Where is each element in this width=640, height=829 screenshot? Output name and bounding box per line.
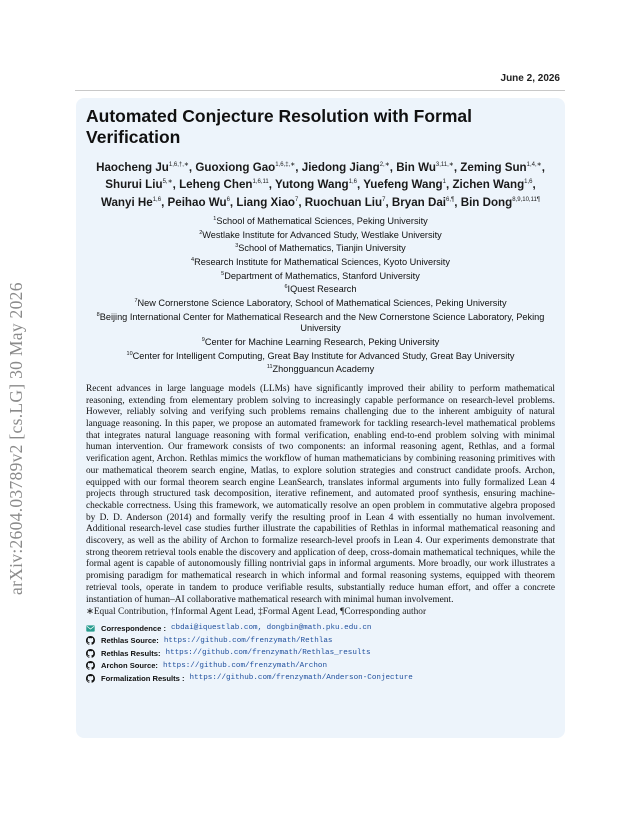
github-icon: [86, 674, 95, 683]
affiliation: [86, 255, 555, 269]
affiliation: [86, 241, 555, 255]
author-affiliation-marker: 8,9,10,11¶: [512, 196, 541, 203]
resource-label: Correspondence :: [101, 623, 166, 633]
author-affiliation-marker: 5,∗: [162, 179, 173, 186]
affiliation-text: IQuest Research: [287, 284, 357, 295]
affiliation-text: Westlake Institute for Advanced Study, Westlake University: [202, 229, 442, 240]
resource-label: Formalization Results :: [101, 673, 185, 683]
affiliation-text: Department of Mathematics, Stanford University: [224, 270, 420, 281]
mail-icon: [86, 624, 95, 633]
header-divider: [75, 90, 565, 91]
author-affiliation-marker: 1,6,†,∗: [168, 162, 189, 168]
email-link[interactable]: cbdai@iquestlab.com, dongbin@math.pku.edu.cn: [170, 624, 372, 633]
author-affiliation-marker: 1,6: [348, 179, 357, 186]
affiliation-number: 5: [221, 270, 225, 277]
github-icon: [86, 661, 95, 670]
affiliation: [86, 362, 555, 376]
github-icon: [86, 649, 95, 658]
resource-label: Rethlas Results:: [101, 648, 161, 658]
affiliation-text: Center for Machine Learning Research, Peking University: [204, 336, 440, 347]
author-affiliation-marker: 1,6,11: [252, 179, 269, 186]
author-name: Bin Dong: [460, 195, 513, 209]
author-affiliation-marker: 1,6,‡,∗: [275, 162, 296, 168]
affiliation-number: 1: [213, 216, 217, 223]
affiliation: [86, 349, 555, 363]
abstract: Recent advances in large language models (LLMs) have significantly improved their ability to perform mathematical reasoning, extending from elementary problem solving to increasingly capable performance on research-level problems. However, reliably solving and verifying such problems remains challenging due to the inherent ambiguity of natural language reasoning. In this paper, we propose an automated framework for tackling research-level mathematical problems that integrates natural language reasoning with formal verification, enabling end-to-end problem solving with minimal human intervention. Our framework consists of two components: an informal reasoning agent, Rethlas, and a formal verification agent, Archon. Rethlas mimics the workflow of human mathematicians by combining reasoning primitives with our mathematical theorem search engine, Matlas, to explore solution strategies and construct candidate proofs. Archon, equipped with our formal theorem search engine LeanSearch, translates informal arguments into fully formalized Lean 4 projects through structured task decomposition, iterative refinement, and automated proof synthesis, ensuring machine-checkable correctness. Using this framework, we automatically resolve an open problem in commutative algebra proposed by D. D. Anderson (2014) and formally verify the resulting proof in Lean 4 with essentially no human involvement. Additional research-level case studies further illustrate the capabilities of Rethlas in informal mathematical reasoning and discovery, as well as the ability of Archon to formalize research-level proofs in Lean 4. Our experiments demonstrate that strong theorem retrieval tools enable the discovery and application of deep, cross-domain mathematical techniques, while the formal agent is capable of autonomously filling nontrivial gaps in informal arguments. More broadly, our work illustrates a promising paradigm for mathematical research in which informal and formal reasoning systems, equipped with theorem retrieval tools, operate in tandem to produce verifiable results, substantially reduce human effort, and offer a concrete instantiation of human–AI collaborative mathematical research with minimal human involvement.: [86, 383, 555, 605]
affiliation: [86, 310, 555, 335]
author-name: Yuefeng Wang: [363, 178, 443, 192]
resource-link-row: [86, 634, 555, 647]
author-name: Zichen Wang: [452, 178, 525, 192]
author-name: Shurui Liu: [105, 178, 163, 192]
affiliation-text: Beijing International Center for Mathematical Research and the New Cornerstone Science Laboratory, Peking University: [99, 311, 545, 334]
affiliation-number: 10: [126, 350, 133, 357]
publication-date: June 2, 2026: [500, 73, 560, 84]
arxiv-identifier: arXiv:2604.03789v2 [cs.LG] 30 May 2026: [6, 282, 26, 595]
affiliation: [86, 228, 555, 242]
affiliation: [86, 282, 555, 296]
author-name: Haocheng Ju: [96, 160, 169, 174]
affiliation-number: 11: [266, 364, 273, 371]
author-name: Bryan Dai: [391, 195, 447, 209]
author-affiliation-marker: 1: [442, 179, 446, 186]
author-affiliation-marker: 1,6: [524, 179, 533, 186]
repository-link[interactable]: https://github.com/frenzymath/Anderson-Conjecture: [189, 674, 413, 683]
resource-link-row: [86, 672, 555, 685]
affiliation-number: 2: [199, 229, 203, 236]
affiliation-text: School of Mathematical Sciences, Peking University: [216, 216, 428, 227]
affiliation-text: New Cornerstone Science Laboratory, School of Mathematical Sciences, Peking University: [137, 298, 507, 309]
affiliation-text: Zhongguancun Academy: [272, 364, 375, 375]
affiliation-number: 6: [284, 284, 288, 291]
author-name: Jiedong Jiang: [301, 160, 380, 174]
repository-link[interactable]: https://github.com/frenzymath/Rethlas: [163, 636, 333, 645]
title-card: [76, 98, 565, 738]
author-affiliation-marker: 1,4,∗: [526, 162, 542, 168]
author-name: Zeming Sun: [460, 160, 527, 174]
affiliation-number: 9: [201, 336, 205, 343]
author-name: Peihao Wu: [167, 195, 227, 209]
contribution-notes: ∗Equal Contribution, †Informal Agent Lead, ‡Formal Agent Lead, ¶Corresponding author: [86, 607, 427, 618]
author-name: Ruochuan Liu: [304, 195, 383, 209]
affiliation-number: 8: [96, 311, 100, 318]
author-name: Bin Wu: [396, 160, 436, 174]
author-affiliation-marker: 6: [226, 196, 230, 203]
affiliation-number: 3: [235, 243, 239, 250]
paper-title: Automated Conjecture Resolution with Formal Verification: [86, 106, 472, 147]
author-affiliation-marker: 6,¶: [446, 196, 455, 203]
resource-label: Archon Source:: [101, 661, 158, 671]
resource-label: Rethlas Source:: [101, 636, 159, 646]
author-list: Haocheng $Ju^{1,6,\dagger,∗}$, Guoxiong Gao$^{1,6,\ddagger,∗}$, Jiedong Jiang$^{2,∗}$, Bin $Wu^{3,11,∗}$, Zeming Sun$^{1,4,∗}$, Shurui Liu$^{5,∗}$, Leheng Chen$^{1,6,11}$, Yutong Wang$^{1,6}$, Yuefeng Wang$^1$, Zichen Wang$^{1,6}$, Wanyi He$^{1,6}$, Peihao Wu$^6$, Liang Xiao$^7$, Ruochuan Liu$^7$, Bryan Dai$^{6,\P}$, Bin Dong$^{8,9,10,11\P}$: [96, 160, 545, 209]
resource-link-row: [86, 647, 555, 660]
affiliation-list: [86, 214, 555, 376]
affiliation-text: Research Institute for Mathematical Sciences, Kyoto University: [194, 257, 450, 268]
github-icon: [86, 636, 95, 645]
author-name: Leheng Chen: [179, 178, 253, 192]
affiliation: [86, 269, 555, 283]
affiliation-text: School of Mathematics, Tianjin University: [238, 243, 406, 254]
repository-link[interactable]: https://github.com/frenzymath/Rethlas_results: [165, 649, 371, 658]
author-name: Wanyi He: [100, 195, 153, 209]
affiliation: [86, 296, 555, 310]
author-affiliation-marker: 7: [295, 196, 299, 203]
author-name: Guoxiong Gao: [195, 160, 276, 174]
affiliation-number: 7: [134, 298, 138, 305]
author-affiliation-marker: 2,∗: [379, 162, 390, 168]
resource-links: [86, 622, 555, 685]
author-name: Yutong Wang: [274, 178, 349, 192]
resource-link-row: [86, 659, 555, 672]
affiliation-text: Center for Intelligent Computing, Great Bay Institute for Advanced Study, Great Bay University: [132, 350, 515, 361]
affiliation-number: 4: [191, 257, 195, 264]
repository-link[interactable]: https://github.com/frenzymath/Archon: [162, 661, 328, 670]
author-affiliation-marker: 7: [382, 196, 386, 203]
affiliation: [86, 214, 555, 228]
author-affiliation-marker: 1,6: [152, 196, 162, 203]
resource-link-row: [86, 622, 555, 635]
author-name: Liang Xiao: [236, 195, 295, 209]
affiliation: [86, 335, 555, 349]
author-affiliation-marker: 3,11,∗: [435, 162, 454, 168]
